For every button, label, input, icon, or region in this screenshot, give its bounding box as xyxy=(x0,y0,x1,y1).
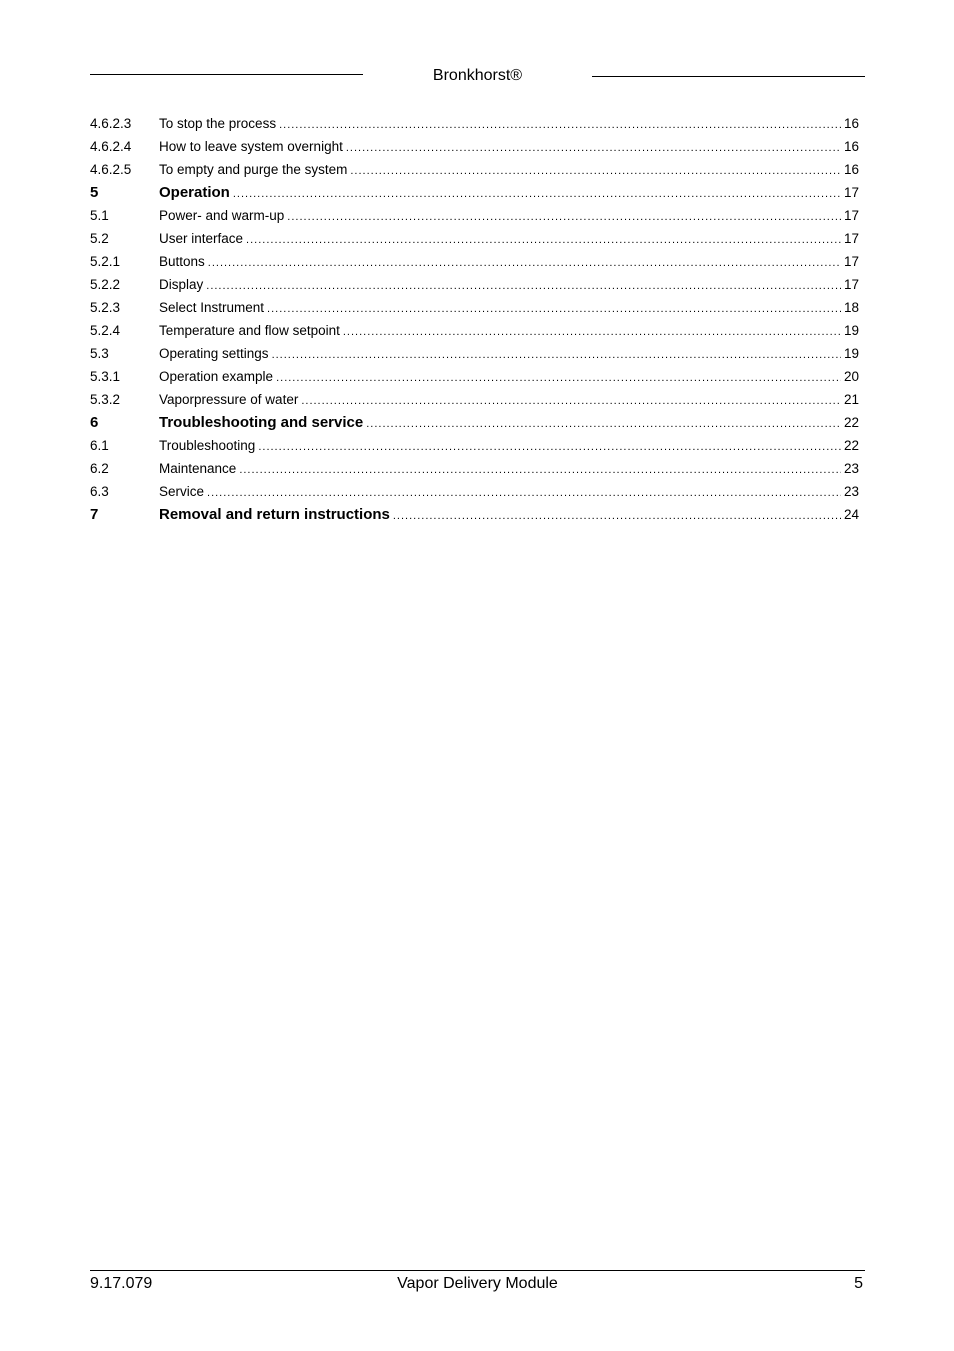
toc-entry[interactable] xyxy=(90,480,859,503)
toc-entry-title: Operating settings xyxy=(159,346,269,361)
toc-entry-page: 24 xyxy=(843,507,859,522)
toc-dot-leader xyxy=(350,160,841,183)
toc-entry-title: Service xyxy=(159,484,205,499)
toc-entry[interactable] xyxy=(90,181,859,204)
toc-entry-number: 4.6.2.3 xyxy=(90,116,132,131)
toc-entry[interactable] xyxy=(90,227,859,250)
toc-entry[interactable] xyxy=(90,434,859,457)
toc-entry-page: 16 xyxy=(843,139,859,154)
toc-entry-number: 5.2 xyxy=(90,231,109,246)
toc-entry-number: 4.6.2.5 xyxy=(90,162,132,177)
toc-dot-leader xyxy=(246,229,841,252)
toc-entry-number: 5.3.2 xyxy=(90,392,121,407)
toc-entry[interactable] xyxy=(90,342,859,365)
toc-entry-number: 7 xyxy=(90,506,99,523)
toc-dot-leader xyxy=(279,114,841,137)
table-of-contents xyxy=(90,112,859,526)
toc-entry-number: 5.1 xyxy=(90,208,109,223)
toc-entry-page: 17 xyxy=(843,185,859,200)
header-brand: Bronkhorst® xyxy=(432,67,523,84)
toc-entry-title: To empty and purge the system xyxy=(159,162,348,177)
toc-dot-leader xyxy=(208,252,841,275)
toc-dot-leader xyxy=(207,482,841,505)
toc-entry[interactable] xyxy=(90,503,859,526)
toc-entry-number: 5.3 xyxy=(90,346,109,361)
toc-entry-title: Temperature and flow setpoint xyxy=(159,323,340,338)
toc-entry-number: 4.6.2.4 xyxy=(90,139,132,154)
toc-entry-number: 6.2 xyxy=(90,461,109,476)
toc-entry[interactable] xyxy=(90,457,859,480)
toc-entry-page: 17 xyxy=(843,254,859,269)
toc-entry-number: 6.3 xyxy=(90,484,109,499)
toc-entry-page: 22 xyxy=(843,415,859,430)
toc-dot-leader xyxy=(258,436,841,459)
toc-entry-number: 6.1 xyxy=(90,438,109,453)
toc-entry-page: 19 xyxy=(843,346,859,361)
toc-entry-title: Operation example xyxy=(159,369,274,384)
toc-dot-leader xyxy=(301,390,841,413)
toc-entry-page: 23 xyxy=(843,461,859,476)
toc-entry-page: 21 xyxy=(843,392,859,407)
toc-entry[interactable] xyxy=(90,296,859,319)
toc-entry-number: 5.2.3 xyxy=(90,300,121,315)
toc-entry-page: 23 xyxy=(843,484,859,499)
toc-entry-number: 5 xyxy=(90,184,99,201)
toc-dot-leader xyxy=(272,344,841,367)
toc-entry-page: 22 xyxy=(843,438,859,453)
footer-page-number: 5 xyxy=(854,1275,863,1292)
toc-entry-title: Troubleshooting xyxy=(159,438,256,453)
toc-entry-page: 19 xyxy=(843,323,859,338)
toc-entry[interactable] xyxy=(90,273,859,296)
toc-entry[interactable] xyxy=(90,319,859,342)
header-rule-right xyxy=(592,76,865,77)
toc-entry[interactable] xyxy=(90,204,859,227)
toc-entry-page: 16 xyxy=(843,116,859,131)
toc-entry[interactable] xyxy=(90,135,859,158)
toc-entry-number: 5.2.1 xyxy=(90,254,121,269)
toc-dot-leader xyxy=(239,459,841,482)
toc-entry-title: Select Instrument xyxy=(159,300,265,315)
toc-entry-page: 17 xyxy=(843,208,859,223)
toc-dot-leader xyxy=(366,413,841,436)
toc-entry[interactable] xyxy=(90,388,859,411)
toc-dot-leader xyxy=(233,183,841,206)
toc-entry-number: 5.2.4 xyxy=(90,323,121,338)
toc-entry-page: 17 xyxy=(843,231,859,246)
page-header xyxy=(90,66,865,88)
toc-entry-title: Operation xyxy=(159,184,230,201)
toc-entry-title: Buttons xyxy=(159,254,205,269)
toc-entry-title: Troubleshooting and service xyxy=(159,414,364,431)
toc-entry-title: How to leave system overnight xyxy=(159,139,343,154)
toc-entry-title: Power- and warm-up xyxy=(159,208,285,223)
toc-entry[interactable] xyxy=(90,158,859,181)
toc-dot-leader xyxy=(287,206,841,229)
toc-entry-page: 16 xyxy=(843,162,859,177)
toc-entry-title: To stop the process xyxy=(159,116,277,131)
toc-entry-title: User interface xyxy=(159,231,244,246)
toc-entry-title: Maintenance xyxy=(159,461,237,476)
footer-doc-number: 9.17.079 xyxy=(90,1275,153,1292)
toc-entry-number: 5.2.2 xyxy=(90,277,121,292)
toc-dot-leader xyxy=(343,321,841,344)
page-footer xyxy=(90,1270,865,1292)
toc-entry-page: 20 xyxy=(843,369,859,384)
toc-dot-leader xyxy=(276,367,841,390)
toc-entry-page: 17 xyxy=(843,277,859,292)
toc-entry[interactable] xyxy=(90,250,859,273)
toc-entry-title: Removal and return instructions xyxy=(159,506,390,523)
footer-doc-title: Vapor Delivery Module xyxy=(397,1275,558,1292)
toc-entry-title: Display xyxy=(159,277,204,292)
toc-entry-number: 6 xyxy=(90,414,99,431)
toc-entry[interactable] xyxy=(90,365,859,388)
toc-dot-leader xyxy=(346,137,841,160)
toc-entry-page: 18 xyxy=(843,300,859,315)
toc-dot-leader xyxy=(267,298,841,321)
toc-entry[interactable] xyxy=(90,411,859,434)
toc-entry[interactable] xyxy=(90,112,859,135)
toc-entry-number: 5.3.1 xyxy=(90,369,121,384)
toc-dot-leader xyxy=(393,505,841,528)
toc-dot-leader xyxy=(206,275,841,298)
toc-entry-title: Vaporpressure of water xyxy=(159,392,299,407)
